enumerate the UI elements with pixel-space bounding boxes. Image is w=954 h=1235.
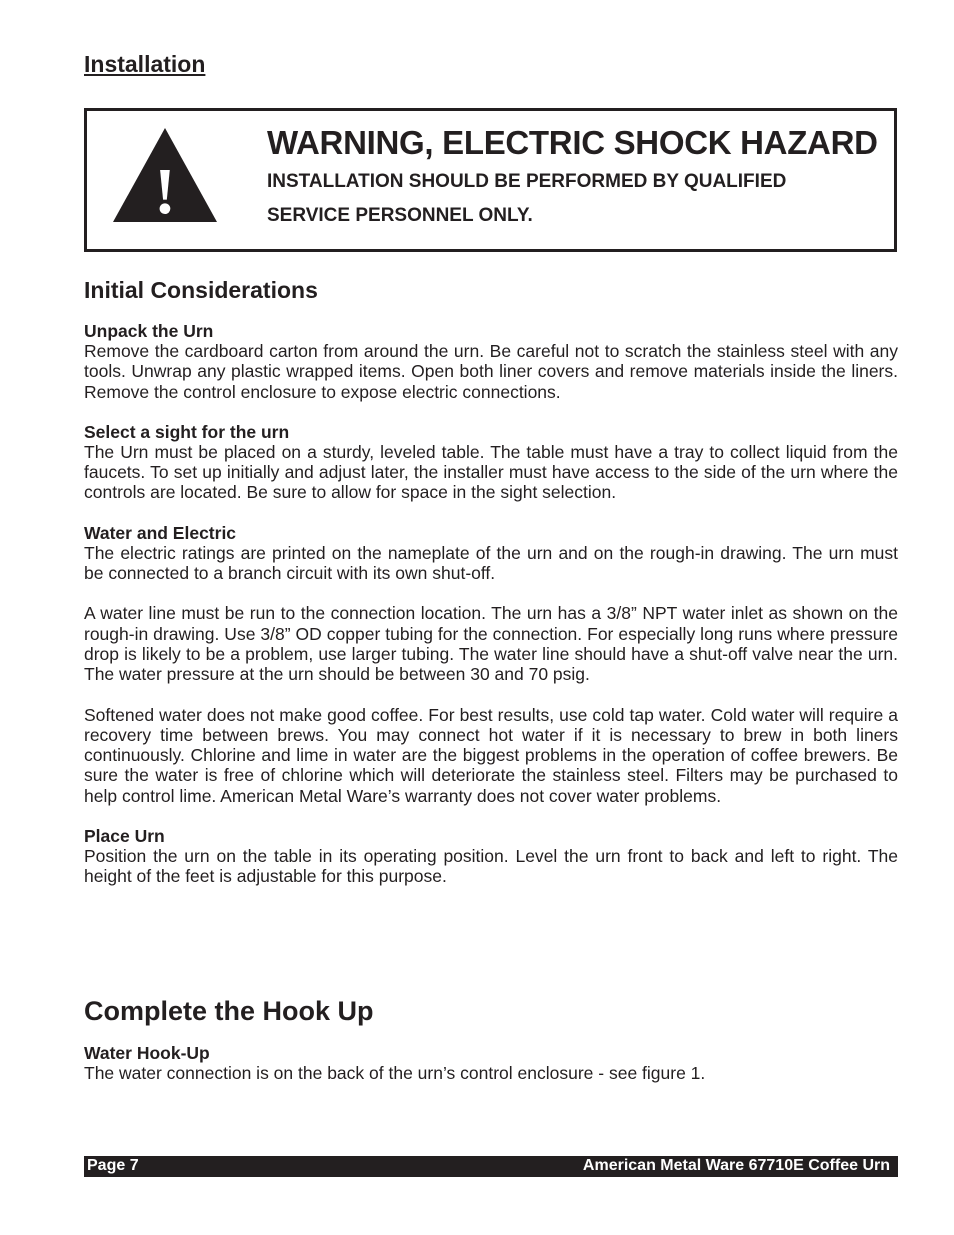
page-number: Page 7 xyxy=(87,1157,139,1174)
page-title: Installation xyxy=(84,51,206,77)
sight-title: Select a sight for the urn xyxy=(84,421,290,442)
water-electric-title: Water and Electric xyxy=(84,522,237,543)
place-urn-title: Place Urn xyxy=(84,826,165,847)
warning-title: WARNING, ELECTRIC SHOCK HAZARD xyxy=(267,124,878,161)
warning-line-1: INSTALLATION SHOULD BE PERFORMED BY QUALIFIED xyxy=(267,171,787,192)
unpack-title: Unpack the Urn xyxy=(84,321,214,341)
page-footer xyxy=(84,1156,898,1177)
unpack-text: Remove the cardboard carton from around the urn. Be careful not to scratch the stainless steel with any tools. Unwrap any plastic wrapped items. Open both liner covers and remove materials inside the liners. Remove the control enclosure to expose electric connections. xyxy=(84,341,898,402)
warning-glyph: ! xyxy=(154,155,176,225)
place-urn-text: Position the urn on the table in its operating position. Level the urn front to back and left to right. The height of the feet is adjustable for this purpose. xyxy=(84,846,898,887)
water-hookup-text: The water connection is on the back of the urn’s control enclosure - see figure 1. xyxy=(84,1063,706,1083)
water-hookup-title: Water Hook-Up xyxy=(84,1043,210,1063)
complete-hookup-heading: Complete the Hook Up xyxy=(84,996,374,1026)
water-electric-p2: A water line must be run to the connection location. The urn has a 3/8” NPT water inlet as shown on the rough-in drawing. Use 3/8” OD copper tubing for the connection. For especially long runs where pressure drop is likely to be a problem, use larger tubing. The water line should have a shut-off valve near the urn. The water pressure at the urn should be between 30 and 70 psig. xyxy=(84,603,898,685)
warning-box xyxy=(84,108,897,252)
product-name: American Metal Ware 67710E Coffee Urn xyxy=(582,1157,890,1174)
initial-considerations-section xyxy=(84,321,898,887)
complete-hookup-section xyxy=(84,1043,898,1083)
sight-text: The Urn must be placed on a sturdy, leveled table. The table must have a tray to collect liquid from the faucets. To set up initially and adjust later, the installer must have access to the side of the urn where the controls are located. Be sure to allow for space in the sight selection. xyxy=(84,441,898,503)
warning-line-2: SERVICE PERSONNEL ONLY. xyxy=(267,205,533,226)
initial-considerations-heading: Initial Considerations xyxy=(84,277,318,303)
water-electric-p1: The electric ratings are printed on the nameplate of the urn and on the rough-in drawing. The urn must be connected to a branch circuit with its own shut-off. xyxy=(84,542,898,584)
water-electric-p3: Softened water does not make good coffee. For best results, use cold tap water. Cold water will require a recovery time between brews. You may connect hot water if it is necessary to brew in both liners continuously. Chlorine and lime in water are the biggest problems in the operation of coffee brewers. Be sure the water is free of chlorine which will deteriorate the stainless steel. Filters may be purchased to help control lime. American Metal Ware’s warranty does not cover water problems. xyxy=(84,704,898,806)
warning-triangle-icon xyxy=(111,125,219,225)
